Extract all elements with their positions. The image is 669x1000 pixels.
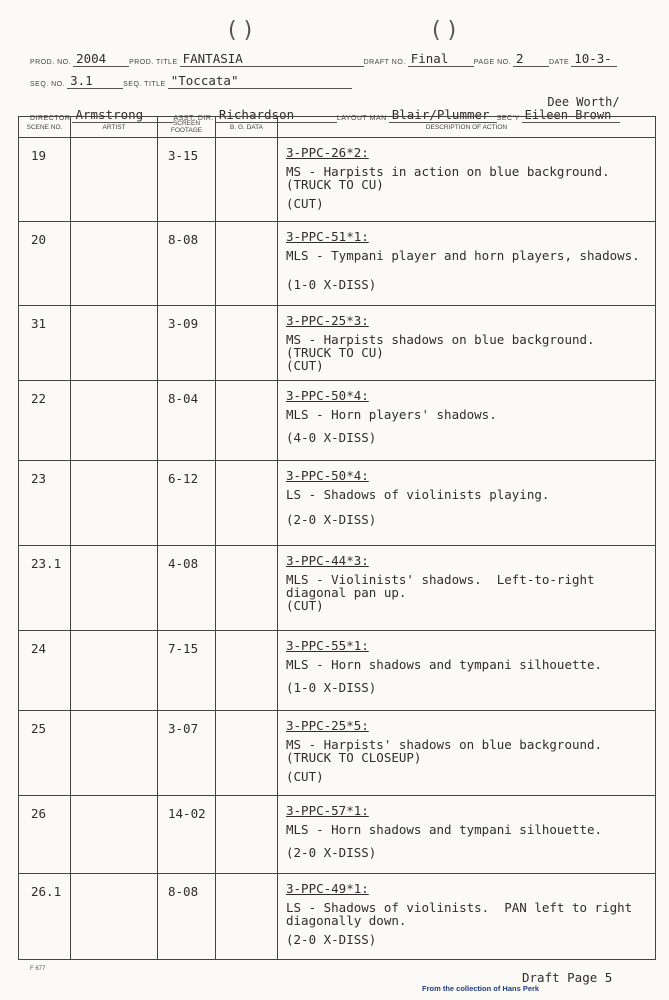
screen-footage: 3-09 bbox=[158, 306, 216, 381]
description-cell bbox=[278, 796, 656, 874]
action-text: LS - Shadows of violinists. PAN left to right diagonally down. bbox=[286, 900, 633, 928]
screen-footage: 8-08 bbox=[158, 874, 216, 960]
layout-man-field: Blair/Plummer bbox=[389, 108, 497, 123]
prod-title-field: FANTASIA bbox=[180, 52, 364, 67]
scene-no: 31 bbox=[19, 306, 71, 381]
bg-data-cell bbox=[216, 711, 278, 796]
artist-cell bbox=[71, 796, 158, 874]
transition: (2-0 X-DISS) bbox=[286, 512, 377, 527]
bg-data-cell bbox=[216, 546, 278, 631]
description-cell bbox=[278, 546, 656, 631]
shot-code: 3-PPC-25*3: bbox=[286, 313, 369, 328]
shot-code: 3-PPC-26*2: bbox=[286, 145, 369, 160]
screen-footage: 8-08 bbox=[158, 222, 216, 306]
action-text: MS - Harpists' shadows on blue background. (TRUCK TO CLOSEUP) bbox=[286, 737, 603, 765]
scene-no: 26.1 bbox=[19, 874, 71, 960]
director-field: Armstrong bbox=[72, 108, 173, 123]
bg-data-cell bbox=[216, 631, 278, 711]
seq-no-label: SEQ. NO. bbox=[30, 81, 66, 88]
table-row bbox=[19, 874, 656, 960]
asst-dir-field: Richardson bbox=[216, 108, 337, 123]
scene-no: 23 bbox=[19, 461, 71, 546]
secy-label: SEC'Y bbox=[496, 115, 520, 122]
artist-cell bbox=[71, 546, 158, 631]
description-cell bbox=[278, 381, 656, 461]
bg-data-cell bbox=[216, 461, 278, 546]
screen-footage: 3-15 bbox=[158, 138, 216, 222]
screen-footage: 7-15 bbox=[158, 631, 216, 711]
shot-code: 3-PPC-44*3: bbox=[286, 553, 369, 568]
screen-footage: 14-02 bbox=[158, 796, 216, 874]
action-text: MS - Harpists in action on blue background. (TRUCK TO CU) bbox=[286, 164, 610, 192]
page-no-label: PAGE NO. bbox=[473, 59, 512, 66]
description-cell bbox=[278, 306, 656, 381]
table-row bbox=[19, 222, 656, 306]
punch-hole-right: ( ) bbox=[432, 18, 457, 43]
draft-no-field: Final bbox=[408, 52, 474, 67]
table-row bbox=[19, 796, 656, 874]
scene-no: 24 bbox=[19, 631, 71, 711]
artist-cell bbox=[71, 711, 158, 796]
scene-no: 19 bbox=[19, 138, 71, 222]
draft-page-label: Draft Page 5 bbox=[522, 970, 613, 985]
scene-no: 23.1 bbox=[19, 546, 71, 631]
transition: (2-0 X-DISS) bbox=[286, 845, 377, 860]
description-cell bbox=[278, 222, 656, 306]
action-text: MLS - Violinists' shadows. Left-to-right diagonal pan up. (CUT) bbox=[286, 572, 595, 613]
transition: (CUT) bbox=[286, 196, 324, 211]
header-row-sequence bbox=[30, 74, 659, 89]
shot-code: 3-PPC-50*4: bbox=[286, 388, 369, 403]
description-cell bbox=[278, 711, 656, 796]
bg-data-cell bbox=[216, 381, 278, 461]
date-field: 10-3- bbox=[571, 52, 617, 67]
layout-man-label: LAYOUT MAN bbox=[336, 115, 387, 122]
prod-no-field: 2004 bbox=[73, 52, 129, 67]
col-desc-header: DESCRIPTION OF ACTION bbox=[278, 117, 656, 138]
bg-data-cell bbox=[216, 138, 278, 222]
scene-no: 25 bbox=[19, 711, 71, 796]
page-no-field: 2 bbox=[513, 52, 549, 67]
table-row bbox=[19, 711, 656, 796]
artist-cell bbox=[71, 222, 158, 306]
draft-no-label: DRAFT NO. bbox=[363, 59, 406, 66]
action-text: MLS - Horn shadows and tympani silhouette. bbox=[286, 822, 603, 837]
description-cell bbox=[278, 461, 656, 546]
col-footage-header: SCREEN FOOTAGE bbox=[158, 117, 216, 138]
col-bg-header: B. G. DATA bbox=[216, 117, 278, 138]
transition: (1-0 X-DISS) bbox=[286, 277, 377, 292]
prod-title-label: PROD. TITLE bbox=[129, 59, 178, 66]
screen-footage: 3-07 bbox=[158, 711, 216, 796]
table-row bbox=[19, 546, 656, 631]
bg-data-cell bbox=[216, 306, 278, 381]
scene-table bbox=[18, 116, 656, 960]
transition: (CUT) bbox=[286, 769, 324, 784]
punch-hole-left: ( ) bbox=[228, 18, 253, 43]
screen-footage: 6-12 bbox=[158, 461, 216, 546]
artist-cell bbox=[71, 138, 158, 222]
collection-credit: From the collection of Hans Perk bbox=[422, 984, 540, 993]
shot-code: 3-PPC-50*4: bbox=[286, 468, 369, 483]
header-row-production bbox=[30, 52, 659, 67]
shot-code: 3-PPC-55*1: bbox=[286, 638, 369, 653]
table-header-row bbox=[19, 117, 656, 138]
seq-title-field: "Toccata" bbox=[168, 74, 352, 89]
bg-data-cell bbox=[216, 874, 278, 960]
shot-code: 3-PPC-49*1: bbox=[286, 881, 369, 896]
date-label: DATE bbox=[549, 59, 570, 66]
scene-no: 26 bbox=[19, 796, 71, 874]
transition: (1-0 X-DISS) bbox=[286, 680, 377, 695]
transition: (4-0 X-DISS) bbox=[286, 430, 377, 445]
asst-dir-label: ASST. DIR. bbox=[173, 115, 214, 122]
action-text: MLS - Horn shadows and tympani silhouette. bbox=[286, 657, 603, 672]
secy-line1: Dee Worth/ bbox=[547, 95, 620, 109]
director-label: DIRECTOR bbox=[30, 115, 71, 122]
action-text: MLS - Tympani player and horn players, shadows. bbox=[286, 248, 640, 263]
col-scene-header: SCENE NO. bbox=[19, 117, 71, 138]
table-row bbox=[19, 306, 656, 381]
bg-data-cell bbox=[216, 222, 278, 306]
artist-cell bbox=[71, 461, 158, 546]
shot-code: 3-PPC-51*1: bbox=[286, 229, 369, 244]
seq-title-label: SEQ. TITLE bbox=[123, 81, 166, 88]
scene-no: 22 bbox=[19, 381, 71, 461]
table-row bbox=[19, 631, 656, 711]
prod-no-label: PROD. NO. bbox=[30, 59, 72, 66]
action-text: MS - Harpists shadows on blue background. (TRUCK TO CU) (CUT) bbox=[286, 332, 595, 373]
scene-no: 20 bbox=[19, 222, 71, 306]
table-row bbox=[19, 381, 656, 461]
action-text: MLS - Horn players' shadows. bbox=[286, 407, 497, 422]
table-row bbox=[19, 461, 656, 546]
shot-code: 3-PPC-25*5: bbox=[286, 718, 369, 733]
seq-no-field: 3.1 bbox=[67, 74, 123, 89]
artist-cell bbox=[71, 631, 158, 711]
bg-data-cell bbox=[216, 796, 278, 874]
artist-cell bbox=[71, 306, 158, 381]
shot-code: 3-PPC-57*1: bbox=[286, 803, 369, 818]
description-cell bbox=[278, 138, 656, 222]
screen-footage: 8-04 bbox=[158, 381, 216, 461]
table-row bbox=[19, 138, 656, 222]
description-cell bbox=[278, 874, 656, 960]
artist-cell bbox=[71, 381, 158, 461]
transition: (2-0 X-DISS) bbox=[286, 932, 377, 947]
artist-cell bbox=[71, 874, 158, 960]
col-artist-header: ARTIST bbox=[71, 117, 158, 138]
secy-line2: Eileen Brown bbox=[522, 108, 620, 123]
screen-footage: 4-08 bbox=[158, 546, 216, 631]
description-cell bbox=[278, 631, 656, 711]
form-number: F 677 bbox=[30, 966, 46, 972]
action-text: LS - Shadows of violinists playing. bbox=[286, 487, 550, 502]
